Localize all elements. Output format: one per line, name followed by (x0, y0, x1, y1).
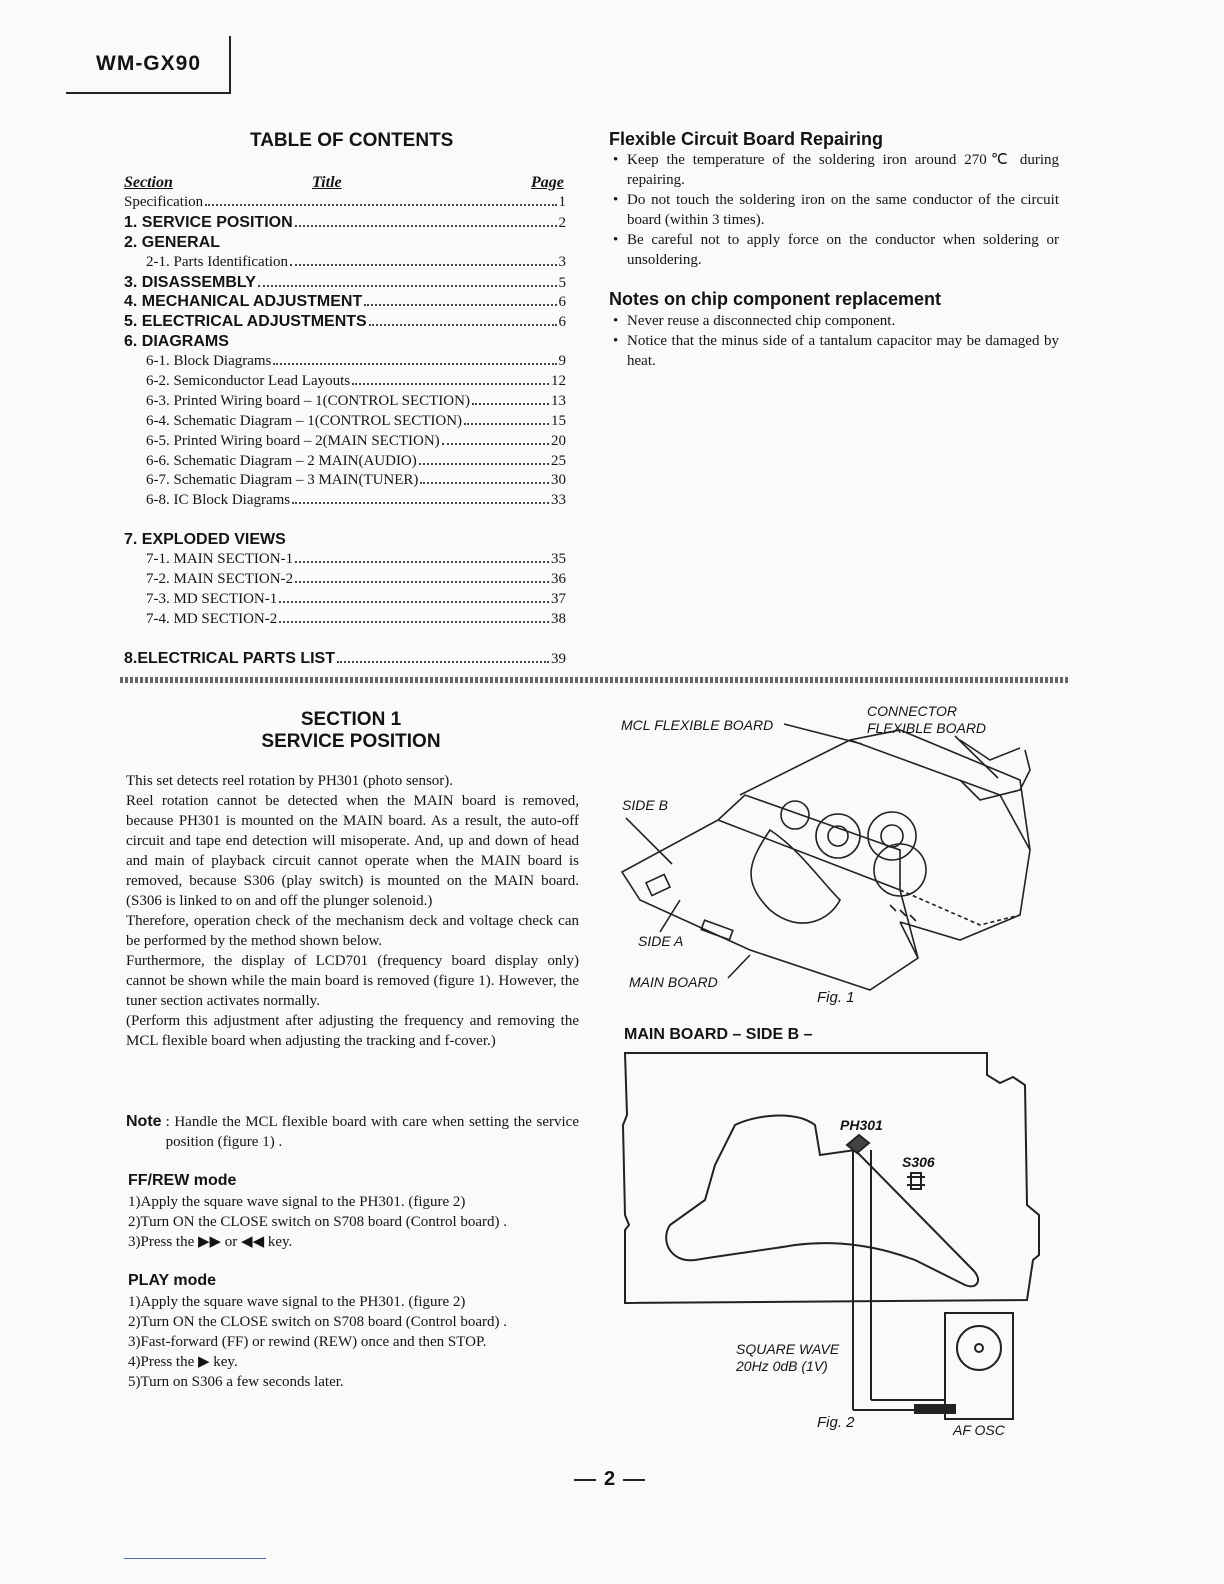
list-item: • Keep the temperature of the soldering iron around 270℃ during repairing. (611, 150, 1059, 190)
list-item: 3)Fast-forward (FF) or rewind (REW) once and then STOP. (128, 1334, 487, 1350)
section-separator (120, 677, 1068, 683)
chip-notes-title: Notes on chip component replacement (609, 289, 942, 309)
list-item: • Never reuse a disconnected chip component. (611, 311, 1059, 331)
toc-col-section: Section (124, 174, 173, 191)
toc-entry: 3. DISASSEMBLY 5 (124, 273, 566, 291)
toc-entry: 6-2. Semiconductor Lead Layouts 12 (146, 373, 566, 390)
fig2-label-square-wave: SQUARE WAVE (736, 1341, 840, 1357)
toc-entry: 6-8. IC Block Diagrams 33 (146, 492, 566, 509)
toc-entry: 7-4. MD SECTION-2 38 (146, 610, 566, 627)
list-item: 1)Apply the square wave signal to the PH301. (figure 2) (128, 1194, 466, 1210)
toc-entry: 6-5. Printed Wiring board – 2(MAIN SECTION) 20 (146, 432, 566, 449)
model-number: WM-GX90 (96, 52, 202, 75)
fig2-label-ph301: PH301 (840, 1117, 883, 1133)
list-item: • Notice that the minus side of a tantalum capacitor may be damaged by heat. (611, 331, 1059, 371)
ffrew-steps (128, 1192, 507, 1252)
toc-entry: 2. GENERAL (124, 233, 221, 251)
figure-2-drawing (615, 1045, 1045, 1440)
ffrew-title: FF/REW mode (128, 1172, 237, 1189)
play-steps (128, 1292, 507, 1392)
list-item: 5)Turn on S306 a few seconds later. (128, 1374, 344, 1390)
fig1-label-main-board: MAIN BOARD (629, 974, 718, 990)
list-item: 3)Press the ▶▶ or ◀◀ key. (128, 1234, 293, 1250)
flex-repair-title: Flexible Circuit Board Repairing (609, 129, 884, 149)
toc-entry: 4. MECHANICAL ADJUSTMENT 6 (124, 293, 566, 311)
fig2-title: MAIN BOARD – SIDE B – (624, 1026, 813, 1043)
chip-notes-list (611, 311, 1059, 371)
fig2-label-s306: S306 (902, 1154, 935, 1170)
toc-entry: 7-2. MAIN SECTION-2 36 (146, 571, 566, 588)
footer-rule (124, 1558, 266, 1559)
toc-entry: 5. ELECTRICAL ADJUSTMENTS 6 (124, 313, 566, 331)
fig1-label-flexible-board: FLEXIBLE BOARD (867, 720, 987, 736)
fig1-label-connector: CONNECTOR (867, 703, 957, 719)
paragraph: Reel rotation cannot be detected when the MAIN board is removed, because PH301 is mounted on the MAIN board. As a result, the auto-off circuit and tape end detection will misoperate. And, up and down of head and main of playback circuit cannot operate when the MAIN board is removed, because S306 (play switch) is mounted on the MAIN board. (S306 is linked to on and off the plunger solenoid.) (126, 793, 579, 909)
fig1-label-side-a: SIDE A (638, 933, 684, 949)
paragraph: Therefore, operation check of the mechanism deck and voltage check can be performed by the method shown below. (126, 913, 579, 949)
note-label: Note (126, 1113, 162, 1130)
toc-title: TABLE OF CONTENTS (250, 130, 454, 151)
page-number: 2 (566, 1468, 653, 1491)
toc-entry: 1. SERVICE POSITION 2 (124, 213, 566, 231)
toc-entry: 6-1. Block Diagrams 9 (146, 353, 566, 370)
toc-entry: 6-4. Schematic Diagram – 1(CONTROL SECTION) 15 (146, 412, 566, 429)
toc-col-title: Title (312, 174, 342, 191)
toc-entry: 6-3. Printed Wiring board – 1(CONTROL SECTION) 13 (146, 392, 566, 409)
toc-entry: 7. EXPLODED VIEWS (124, 531, 286, 549)
toc-entry: 7-3. MD SECTION-1 37 (146, 590, 566, 607)
note-text: : Handle the MCL flexible board with care when setting the service position (figure 1) . (165, 1114, 579, 1150)
fig2-caption: Fig. 2 (817, 1414, 855, 1431)
toc-entry: 6. DIAGRAMS (124, 333, 229, 351)
header-divider (229, 36, 231, 94)
play-title: PLAY mode (128, 1272, 217, 1289)
list-item: • Be careful not to apply force on the conductor when soldering or unsoldering. (611, 230, 1059, 270)
toc-entry: 7-1. MAIN SECTION-1 35 (146, 551, 566, 568)
list-item: 4)Press the ▶ key. (128, 1354, 238, 1370)
paragraph: This set detects reel rotation by PH301 (photo sensor). (126, 773, 454, 789)
paragraph: (Perform this adjustment after adjusting the frequency and removing the MCL flexible board when adjusting the tracking and f-cover.) (126, 1013, 579, 1049)
section-body (126, 771, 579, 1051)
paragraph: Furthermore, the display of LCD701 (frequency board display only) cannot be shown while the main board is removed (figure 1). However, the tuner section activates normally. (126, 953, 579, 1009)
toc-list (124, 194, 566, 670)
list-item: 2)Turn ON the CLOSE switch on S708 board (Control board) . (128, 1214, 508, 1230)
note (126, 1112, 579, 1152)
fig2-label-frequency: 20Hz 0dB (1V) (736, 1358, 828, 1374)
figure-1-drawing (600, 700, 1060, 1010)
fig1-label-side-b: SIDE B (622, 797, 668, 813)
toc-entry: 6-7. Schematic Diagram – 3 MAIN(TUNER) 30 (146, 472, 566, 489)
fig1-caption: Fig. 1 (817, 989, 855, 1006)
list-item: 1)Apply the square wave signal to the PH301. (figure 2) (128, 1294, 466, 1310)
fig1-label-mcl: MCL FLEXIBLE BOARD (621, 717, 774, 733)
list-item: 2)Turn ON the CLOSE switch on S708 board (Control board) . (128, 1314, 508, 1330)
header-underline (66, 92, 231, 94)
toc-col-page: Page (531, 174, 564, 191)
toc-entry: Specification 1 (124, 194, 566, 210)
flex-repair-list (611, 150, 1059, 270)
section-heading: SECTION 1 SERVICE POSITION (261, 709, 441, 752)
toc-entry: 6-6. Schematic Diagram – 2 MAIN(AUDIO) 25 (146, 452, 566, 469)
toc-entry: 2-1. Parts Identification 3 (146, 253, 566, 270)
fig2-label-af-osc: AF OSC (953, 1422, 1005, 1438)
list-item: • Do not touch the soldering iron on the same conductor of the circuit board (within 3 times). (611, 190, 1059, 230)
toc-entry: 8.ELECTRICAL PARTS LIST 39 (124, 649, 566, 667)
